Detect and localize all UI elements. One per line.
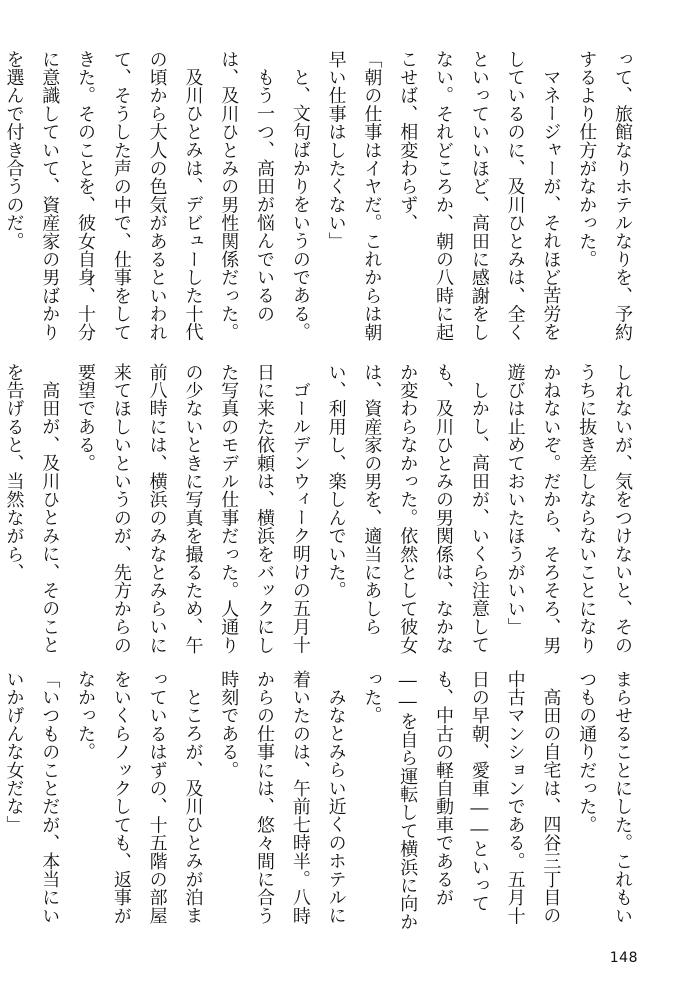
paragraph: もう一つ、高田が悩んでいるのは、及川ひとみの男性関係だった。 [218, 50, 276, 342]
paragraph: って、旅館なりホテルなりを、予約するより仕方がなかった。 [576, 50, 633, 342]
text-block-upper [3, 50, 640, 345]
dialogue-line: 「朝の仕事はイヤだ。これからは朝早い仕事はしたくない」 [325, 50, 383, 342]
paragraph: 高田が、及川ひとみに、そのことを告げると、当然ながら、 [3, 363, 61, 654]
text-block-lower [3, 670, 640, 940]
paragraph: 高田の自宅は、四谷三丁目の中古マンションである。五月十日の早朝、愛車――といっても、中古の軽自動車であるが――を自ら運転して横浜に向かった。 [361, 670, 562, 931]
paragraph: 及川ひとみは、デビューした十代の頃から大人の色気があるといわれて、そうした声の中で、仕事をしてきた。そのことを、彼女自身、十分に意識していて、資産家の男ばかりを選んで付き合うのだ。 [3, 50, 204, 342]
paragraph: ゴールデンウィーク明けの五月十日に来た依頼は、横浜をバックにした写真のモデル仕事だった。人通りの少ないときに写真を撮るため、午前八時には、横浜のみなとみらいに来てほしいというのが、先方からの要望である。 [75, 363, 311, 655]
paragraph: みなとみらい近くのホテルに着いたのは、午前七時半。八時からの仕事には、悠々間に合う時刻である。 [218, 670, 347, 925]
paragraph: ところが、及川ひとみが泊まっているはずの、十五階の部屋をいくらノックしても、返事がなかった。 [75, 670, 204, 925]
paragraph: まらせることにした。これもいつもの通りだった。 [576, 670, 633, 925]
page-number: 148 [609, 950, 638, 966]
text-block-middle [3, 363, 640, 658]
paragraph: と、文句ばかりをいうのである。 [289, 68, 311, 341]
paragraph: しかし、高田が、いくら注意しても、及川ひとみの男関係は、なかなか変わらなかった。依然として彼女は、資産家の男を、適当にあしらい、利用し、楽しんでいた。 [325, 363, 490, 655]
dialogue-line: 「いつものことだが、本当にいいかげんな女だな」 [3, 670, 61, 925]
paragraph: しれないが、気をつけないと、そのうちに抜き差しならないことになりかねないぞ。だから、そろそろ、男遊びは止めておいたほうがいい」 [504, 363, 633, 655]
paragraph: マネージャーが、それほど苦労をしているのに、及川ひとみは、全くといっていいほど、高田に感謝をしない。それどころか、朝の八時に起こせば、相変わらず、 [397, 50, 562, 342]
